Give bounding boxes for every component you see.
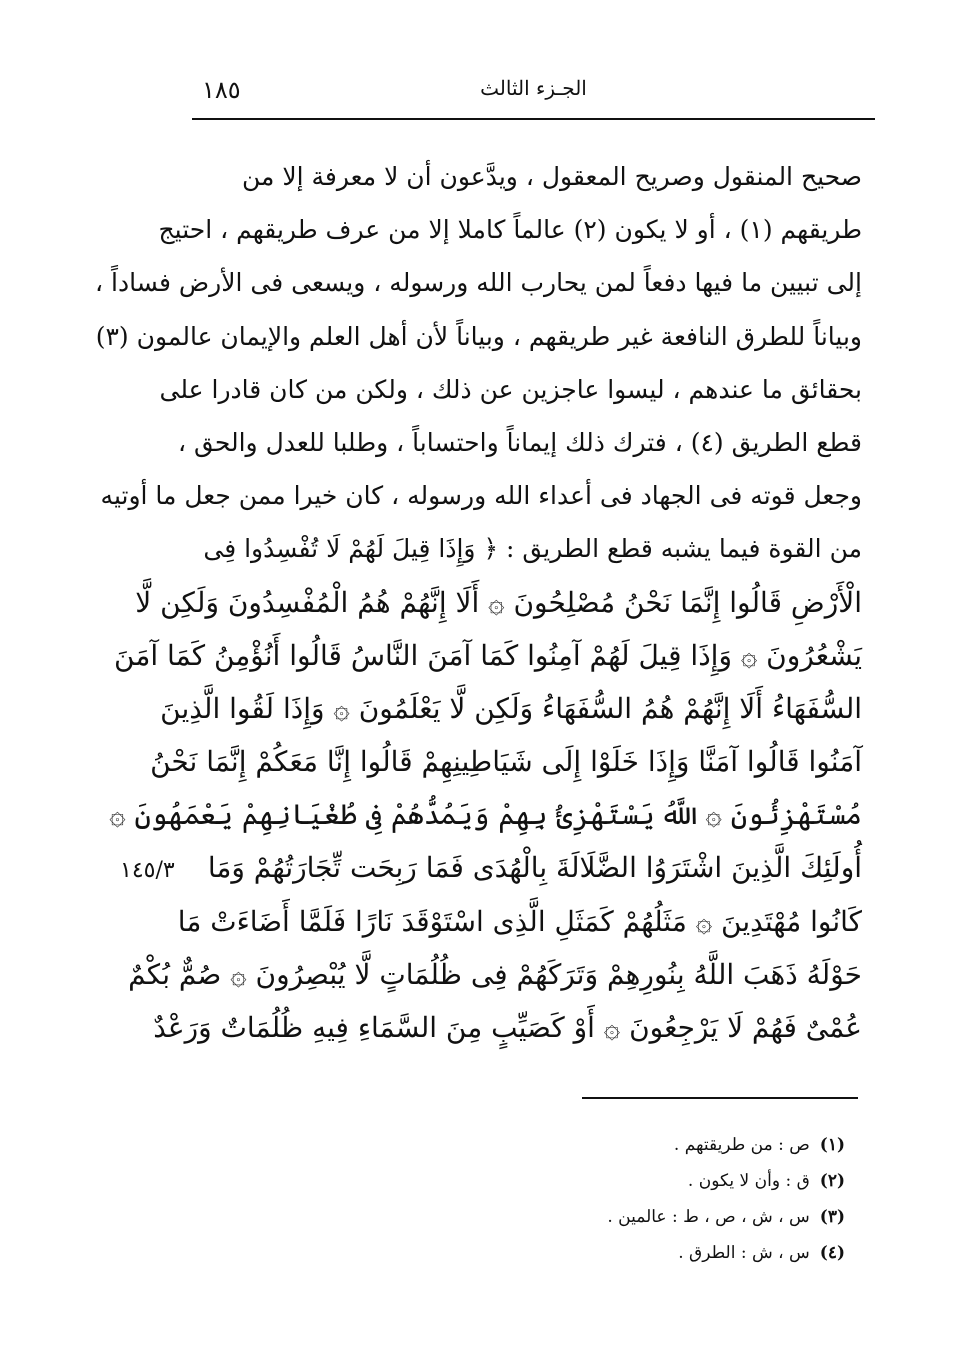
text-line: قطع الطريق (٤) ، فترك ذلك إيماناً واحتساباً ، وطلبا للعدل والحق ، <box>177 427 862 457</box>
quran-line: السُّفَهَاءُ أَلَا إِنَّهُمْ هُمُ السُّفَهَاءُ وَلَكِن لَّا يَعْلَمُونَ ۞ وَإِذَا لَقُوا الَّذِينَ <box>160 691 862 725</box>
text-line: إلى تبيين ما فيها دفعاً لمن يحارب الله ورسوله ، ويسعى فى الأرض فساداً ، <box>95 268 862 298</box>
quran-line: الْأَرْضِ قَالُوا إِنَّمَا نَحْنُ مُصْلِحُونَ ۞ أَلَا إِنَّهُمْ هُمُ الْمُفْسِدُونَ وَلَكِن لَّا <box>135 585 862 619</box>
footnote-number: (١) <box>819 1135 845 1155</box>
text-line: وبياناً للطرق النافعة غير طريقهم ، وبياناً لأن أهل العلم والإيمان عالمون (٣) <box>95 321 862 351</box>
quran-line: كَانُوا مُهْتَدِينَ ۞ مَثَلُهُمْ كَمَثَلِ الَّذِى اسْتَوْقَدَ نَارًا فَلَمَّا أَضَاءَتْ مَا <box>177 904 862 938</box>
footnote-text: ق : وأن لا يكون . <box>687 1171 810 1191</box>
quran-line: مُسْتَهْزِئُونَ ۞ اللَّهُ يَسْتَهْزِئُ بِهِمْ وَيَمُدُّهُمْ فِى طُغْيَانِهِمْ يَعْمَهُونَ ۞ <box>109 798 862 832</box>
text-line: بحقائق ما عندهم ، ليسوا عاجزين عن ذلك ، ولكن من كان قادرا على <box>159 374 862 404</box>
footnotes <box>500 1127 845 1271</box>
footnote <box>500 1199 845 1235</box>
text-line: من القوة فيما يشبه قطع الطريق : ﴿ وَإِذَا قِيلَ لَهُمْ لَا تُفْسِدُوا فِى <box>203 534 862 564</box>
page-number: ١٨٥ <box>202 76 241 104</box>
footnote-number: (٤) <box>819 1243 845 1263</box>
header-rule <box>192 118 875 120</box>
text-line: وجعل قوته فى الجهاد فى أعداء الله ورسوله ، كان خيرا ممن جعل ما أوتيه <box>100 481 862 511</box>
footnote-text: ص : من طريقتهم . <box>673 1135 810 1155</box>
footnote-text: س ، ش : الطرق . <box>678 1243 810 1263</box>
quran-line: آمَنُوا قَالُوا آمَنَّا وَإِذَا خَلَوْا إِلَى شَيَاطِينِهِمْ قَالُوا إِنَّا مَعَكُمْ إِنَّمَا نَحْنُ <box>150 745 862 779</box>
quran-line: يَشْعُرُونَ ۞ وَإِذَا قِيلَ لَهُمْ آمِنُوا كَمَا آمَنَ النَّاسُ قَالُوا أَنُؤْمِنُ كَمَا آمَنَ <box>114 638 862 672</box>
footnote-text: س ، ش ، ص ، ط : عالمين . <box>607 1207 810 1227</box>
footnote <box>500 1235 845 1271</box>
text-line: طريقهم (١) ، أو لا يكون (٢) عالماً كاملا إلا من عرف طريقهم ، احتيج <box>158 215 862 245</box>
text-line: صحيح المنقول وصريح المعقول ، ويدَّعون أن لا معرفة إلا من <box>242 162 862 191</box>
footnote <box>500 1163 845 1199</box>
quran-line: حَوْلَهُ ذَهَبَ اللَّهُ بِنُورِهِمْ وَتَرَكَهُمْ فِى ظُلُمَاتٍ لَّا يُبْصِرُونَ ۞ صُمٌّ بُكْمٌ <box>128 957 862 991</box>
footnote-number: (٣) <box>819 1207 845 1227</box>
running-title: الجـزء الثالث <box>480 76 587 100</box>
margin-reference: ١٤٥/٣ <box>120 858 175 883</box>
quran-line: عُمْىٌ فَهُمْ لَا يَرْجِعُونَ ۞ أَوْ كَصَيِّبٍ مِنَ السَّمَاءِ فِيهِ ظُلُمَاتٌ وَرَعْدٌ <box>153 1011 862 1044</box>
quran-line: أُولَئِكَ الَّذِينَ اشْتَرَوُا الضَّلَالَةَ بِالْهُدَى فَمَا رَبِحَت تِّجَارَتُهُمْ وَمَا <box>207 851 862 885</box>
footnote-number: (٢) <box>819 1171 845 1191</box>
page-header <box>192 70 875 110</box>
footnote <box>500 1127 845 1163</box>
footnote-rule <box>582 1097 858 1099</box>
